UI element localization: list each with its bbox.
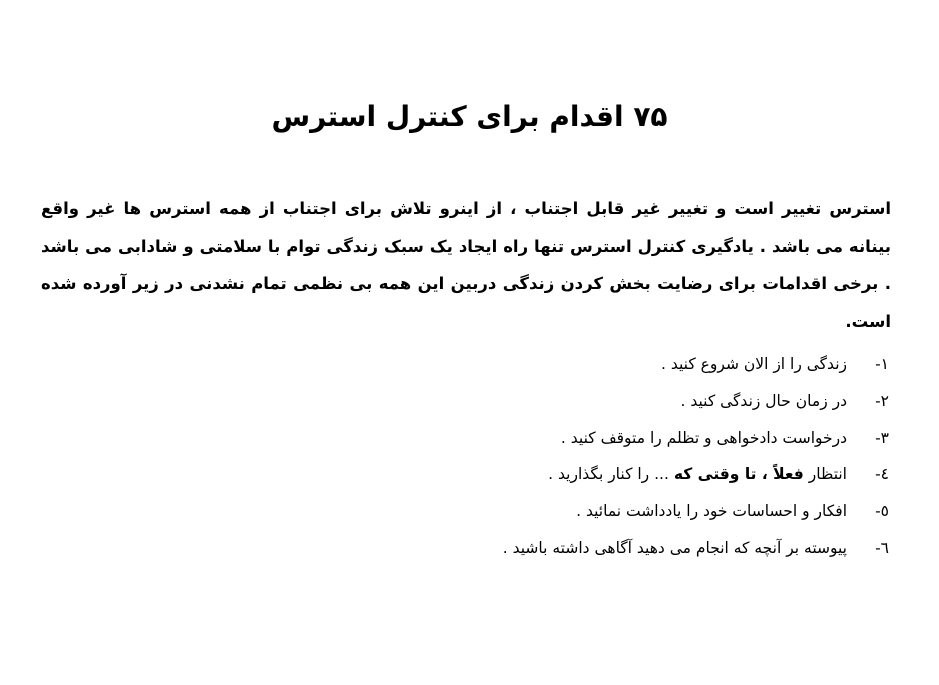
step-text-after: ... را کنار بگذارید . <box>548 465 669 484</box>
step-text: درخواست دادخواهی و تظلم را متوقف کنید . <box>560 428 847 447</box>
page-title: ۷۵ اقدام برای کنترل استرس <box>271 100 668 133</box>
step-text-bold: فعلاً ، تا وقتی که <box>673 465 804 484</box>
list-item <box>329 493 889 530</box>
step-text: پیوسته بر آنچه که انجام می دهید آگاهی داشته باشید . <box>502 538 847 557</box>
steps-list <box>329 346 889 567</box>
step-text: زندگی را از الان شروع کنید . <box>661 355 847 373</box>
list-item <box>329 456 889 493</box>
step-number: ۲- <box>875 391 889 410</box>
list-item <box>329 383 889 420</box>
list-item <box>329 420 889 457</box>
step-text: افکار و احساسات خود را یادداشت نمائید . <box>576 502 847 521</box>
step-number: ٦- <box>875 538 889 557</box>
step-text: در زمان حال زندگی کنید . <box>680 391 847 410</box>
step-text <box>548 456 847 493</box>
step-number: ۳- <box>875 428 889 447</box>
intro-paragraph: استرس تغییر است و تغییر غیر قابل اجتناب ، از اینرو تلاش برای اجتناب از همه استرس ها غیر واقع بینانه می باشد . یادگیری کنترل استرس تنها راه ایجاد یک سبک زندگی توام با سلامتی و شادابی می باشد . برخی اقدامات برای رضایت بخش کردن زندگی دربین این همه بی نظمی تمام نشدنی در زیر آورده شده است. <box>41 199 891 331</box>
step-text-before: انتظار <box>808 465 847 484</box>
list-item <box>329 530 889 567</box>
list-item <box>329 346 889 383</box>
step-number: ۱- <box>875 355 889 373</box>
step-number: ٤- <box>875 465 889 484</box>
step-number: ٥- <box>875 502 889 521</box>
